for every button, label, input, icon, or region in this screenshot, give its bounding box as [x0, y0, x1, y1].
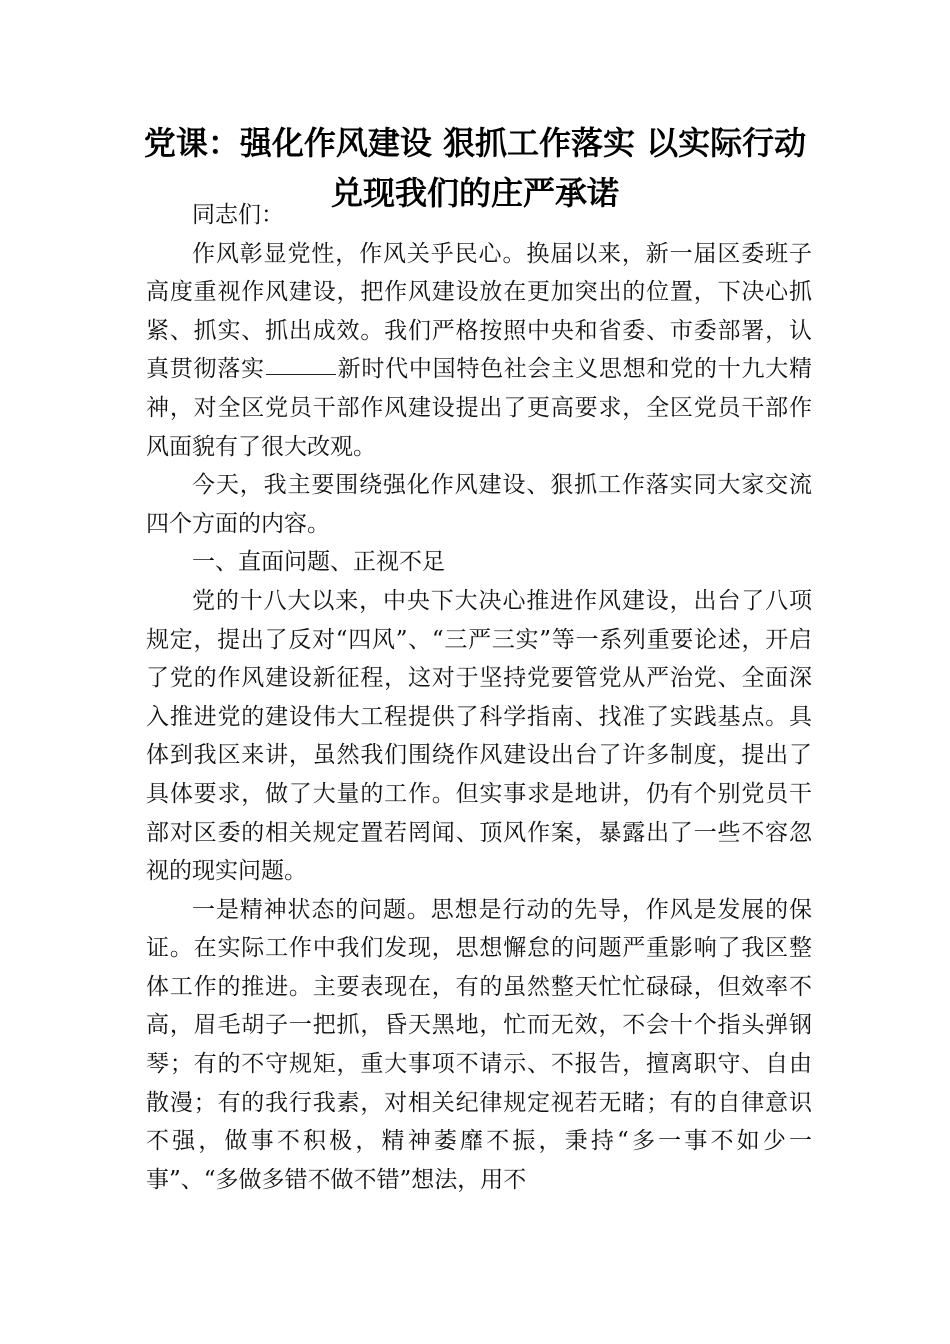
- paragraph-2: 今天，我主要围绕强化作风建设、狠抓工作落实同大家交流四个方面的内容。: [146, 472, 812, 537]
- paragraph-1-part-b: 新时代中国特色社会主义思想和党的十九大精神，对全区党员干部作风建设提出了更高要求，全区党员干部作风面貌有了很大改观。: [146, 356, 813, 460]
- section-heading-1: 一、直面问题、正视不足: [192, 549, 445, 576]
- document-title: 党课：强化作风建设 狠抓工作落实 以实际行动兑现我们的庄严承诺: [143, 124, 807, 212]
- paragraph-3: 党的十八大以来，中央下大决心推进作风建设，出台了八项规定，提出了反对“四风”、“三严三实”等一系列重要论述，开启了党的作风建设新征程，这对于坚持党要管党从严治党、全面深入推进党的建设伟大工程提供了科学指南、找准了实践基点。具体到我区来讲，虽然我们围绕作风建设出台了许多制度，提出了具体要求，做了大量的工作。但实事求是地讲，仍有个别党员干部对区委的相关规定置若罔闻、顶风作案，暴露出了一些不容忽视的现实问题。: [146, 587, 812, 885]
- paragraph-1-part-a: 作风彰显党性，作风关乎民心。换届以来，新一届区委班子高度重视作风建设，把作风建设放在更加突出的位置，下决心抓紧、抓实、抓出成效。我们严格按照中央和省委、市委部署，认真贯彻落实: [146, 240, 812, 383]
- document-body: [146, 196, 812, 1199]
- salutation: 同志们：: [192, 202, 284, 228]
- fill-in-blank: [266, 373, 336, 375]
- paragraph-4: 一是精神状态的问题。思想是行动的先导，作风是发展的保证。在实际工作中我们发现，思想懈怠的问题严重影响了我区整体工作的推进。主要表现在，有的虽然整天忙忙碌碌，但效率不高，眉毛胡子一把抓，昏天黑地，忙而无效，不会十个指头弹钢琴；有的不守规矩，重大事项不请示、不报告，擅离职守、自由散漫；有的我行我素，对相关纪律规定视若无睹；有的自律意识不强，做事不积极，精神萎靡不振，秉持“多一事不如少一事”、“多做多错不做不错”想法，用不: [146, 896, 812, 1193]
- paragraph-1: [146, 235, 812, 467]
